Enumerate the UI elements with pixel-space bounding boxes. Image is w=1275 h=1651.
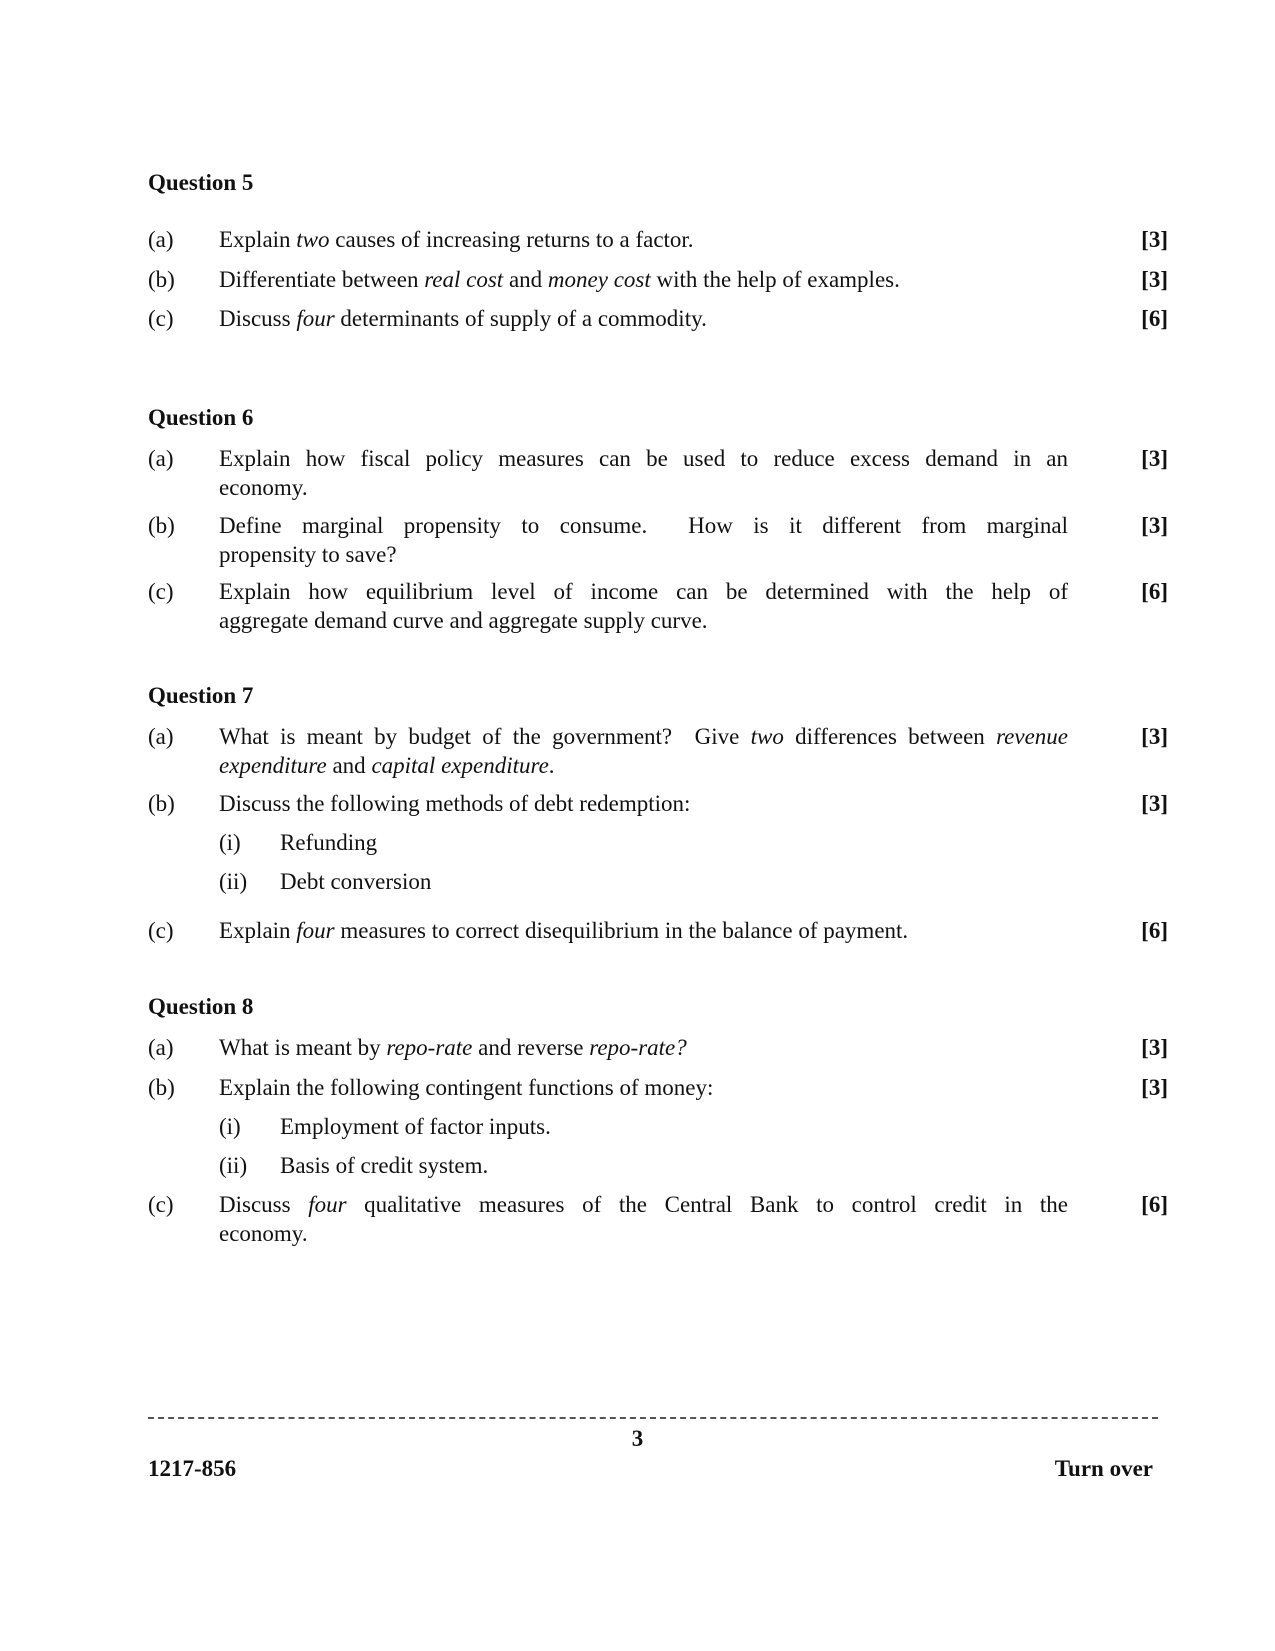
sub-text: Refunding (280, 830, 378, 855)
part-label: (a) (148, 1035, 174, 1060)
paper-code: 1217-856 (148, 1456, 237, 1481)
sub-label: (ii) (219, 1153, 248, 1178)
marks: [6] (1141, 306, 1168, 331)
part-text: Define marginal propensity to consume. How is it different from marginal propensity to save? (219, 513, 1068, 567)
part-label: (b) (148, 267, 175, 292)
sub-text: Employment of factor inputs. (280, 1114, 551, 1139)
part-label: (b) (148, 513, 175, 538)
marks: [3] (1141, 446, 1168, 471)
part-text: What is meant by repo-rate and reverse repo-rate? (219, 1035, 687, 1060)
marks: [6] (1141, 1192, 1168, 1217)
part-label: (b) (148, 791, 175, 816)
part-label: (a) (148, 446, 174, 471)
part-label: (c) (148, 306, 174, 331)
marks: [3] (1141, 724, 1168, 749)
footer-divider (148, 1417, 1158, 1419)
sub-text: Debt conversion (280, 869, 432, 894)
marks: [3] (1141, 227, 1168, 252)
part-text: What is meant by budget of the government? Give two differences between revenue expenditure and capital expenditure. (219, 724, 1068, 778)
part-label: (c) (148, 1192, 174, 1217)
part-label: (c) (148, 579, 174, 604)
marks: [3] (1141, 1075, 1168, 1100)
sub-text: Basis of credit system. (280, 1153, 489, 1178)
part-text: Discuss four determinants of supply of a commodity. (219, 306, 707, 331)
marks: [3] (1141, 513, 1168, 538)
marks: [3] (1141, 1035, 1168, 1060)
page-number: 3 (631, 1426, 644, 1451)
marks: [6] (1141, 918, 1168, 943)
sub-label: (i) (219, 830, 241, 855)
sub-label: (ii) (219, 869, 248, 894)
marks: [6] (1141, 579, 1168, 604)
part-label: (a) (148, 724, 174, 749)
marks: [3] (1141, 791, 1168, 816)
part-text: Explain how equilibrium level of income can be determined with the help of aggregate demand curve and aggregate supply curve. (219, 579, 1068, 633)
part-text: Discuss the following methods of debt redemption: (219, 791, 691, 816)
turn-over-label: Turn over (1054, 1456, 1153, 1481)
part-text: Explain two causes of increasing returns to a factor. (219, 227, 694, 252)
part-text: Differentiate between real cost and money cost with the help of examples. (219, 267, 900, 292)
question-6-heading: Question 6 (148, 405, 254, 430)
part-text: Discuss four qualitative measures of the Central Bank to control credit in the economy. (219, 1192, 1069, 1246)
part-text: Explain the following contingent functions of money: (219, 1075, 714, 1100)
marks: [3] (1141, 267, 1168, 292)
part-label: (a) (148, 227, 174, 252)
question-8-heading: Question 8 (148, 994, 254, 1019)
part-label: (b) (148, 1075, 175, 1100)
question-7-heading: Question 7 (148, 683, 254, 708)
part-text: Explain how fiscal policy measures can be used to reduce excess demand in an economy. (219, 446, 1068, 500)
question-5-heading: Question 5 (148, 170, 254, 195)
part-label: (c) (148, 918, 174, 943)
part-text: Explain four measures to correct disequilibrium in the balance of payment. (219, 918, 909, 943)
sub-label: (i) (219, 1114, 241, 1139)
